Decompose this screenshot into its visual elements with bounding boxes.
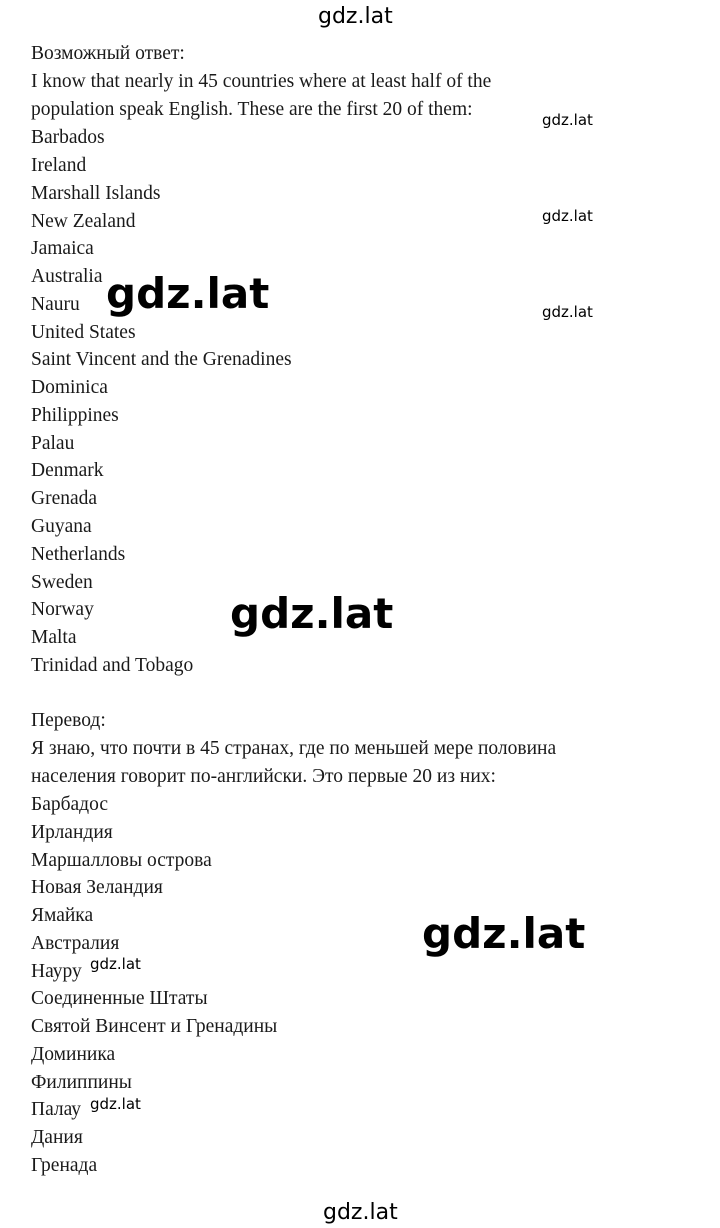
country-item: Nauru <box>31 294 80 315</box>
translated-country-item: Дания <box>31 1127 83 1148</box>
watermark-small: gdz.lat <box>90 1095 141 1113</box>
country-item: Sweden <box>31 572 93 593</box>
answer-intro-line-2: population speak English. These are the first 20 of them: <box>31 99 473 120</box>
translated-country-item: Барбадос <box>31 794 108 815</box>
answer-intro-line-1: I know that nearly in 45 countries where at least half of the <box>31 71 492 92</box>
watermark-large: gdz.lat <box>230 589 394 638</box>
translation-intro-line-1: Я знаю, что почти в 45 странах, где по меньшей мере половина <box>31 738 557 759</box>
watermark-large: gdz.lat <box>106 269 270 318</box>
translated-country-item: Святой Винсент и Гренадины <box>31 1016 278 1037</box>
translated-country-item: Новая Зеландия <box>31 877 163 898</box>
country-item: Denmark <box>31 460 104 481</box>
translated-country-item: Австралия <box>31 933 120 954</box>
translated-country-item: Науру <box>31 961 82 982</box>
country-item: Ireland <box>31 155 87 176</box>
watermark-footer: gdz.lat <box>323 1200 398 1225</box>
translated-country-item: Гренада <box>31 1155 98 1176</box>
country-item: Australia <box>31 266 103 287</box>
translation-intro-line-2: населения говорит по-английски. Это первые 20 из них: <box>31 766 496 787</box>
country-item: Norway <box>31 599 94 620</box>
watermark-large: gdz.lat <box>422 909 586 958</box>
watermark-header: gdz.lat <box>318 4 393 29</box>
translated-country-item: Ямайка <box>31 905 94 926</box>
watermark-small: gdz.lat <box>542 111 593 129</box>
translated-country-item: Доминика <box>31 1044 116 1065</box>
watermark-small: gdz.lat <box>542 303 593 321</box>
translated-country-item: Маршалловы острова <box>31 850 212 871</box>
answer-heading: Возможный ответ: <box>31 43 185 64</box>
country-item: Philippines <box>31 405 119 426</box>
country-item: New Zealand <box>31 211 136 232</box>
country-item: Saint Vincent and the Grenadines <box>31 349 292 370</box>
translated-country-item: Филиппины <box>31 1072 132 1093</box>
watermark-small: gdz.lat <box>90 955 141 973</box>
country-item: Jamaica <box>31 238 94 259</box>
country-item: Netherlands <box>31 544 126 565</box>
translation-heading: Перевод: <box>31 710 106 731</box>
translated-country-item: Соединенные Штаты <box>31 988 208 1009</box>
country-item: Marshall Islands <box>31 183 161 204</box>
country-item: Grenada <box>31 488 98 509</box>
country-item: Trinidad and Tobago <box>31 655 194 676</box>
translated-country-item: Палау <box>31 1099 82 1120</box>
country-item: Dominica <box>31 377 108 398</box>
country-item: Malta <box>31 627 77 648</box>
country-item: United States <box>31 322 136 343</box>
translated-country-item: Ирландия <box>31 822 113 843</box>
country-item: Guyana <box>31 516 92 537</box>
country-item: Barbados <box>31 127 105 148</box>
watermark-small: gdz.lat <box>542 207 593 225</box>
country-item: Palau <box>31 433 75 454</box>
